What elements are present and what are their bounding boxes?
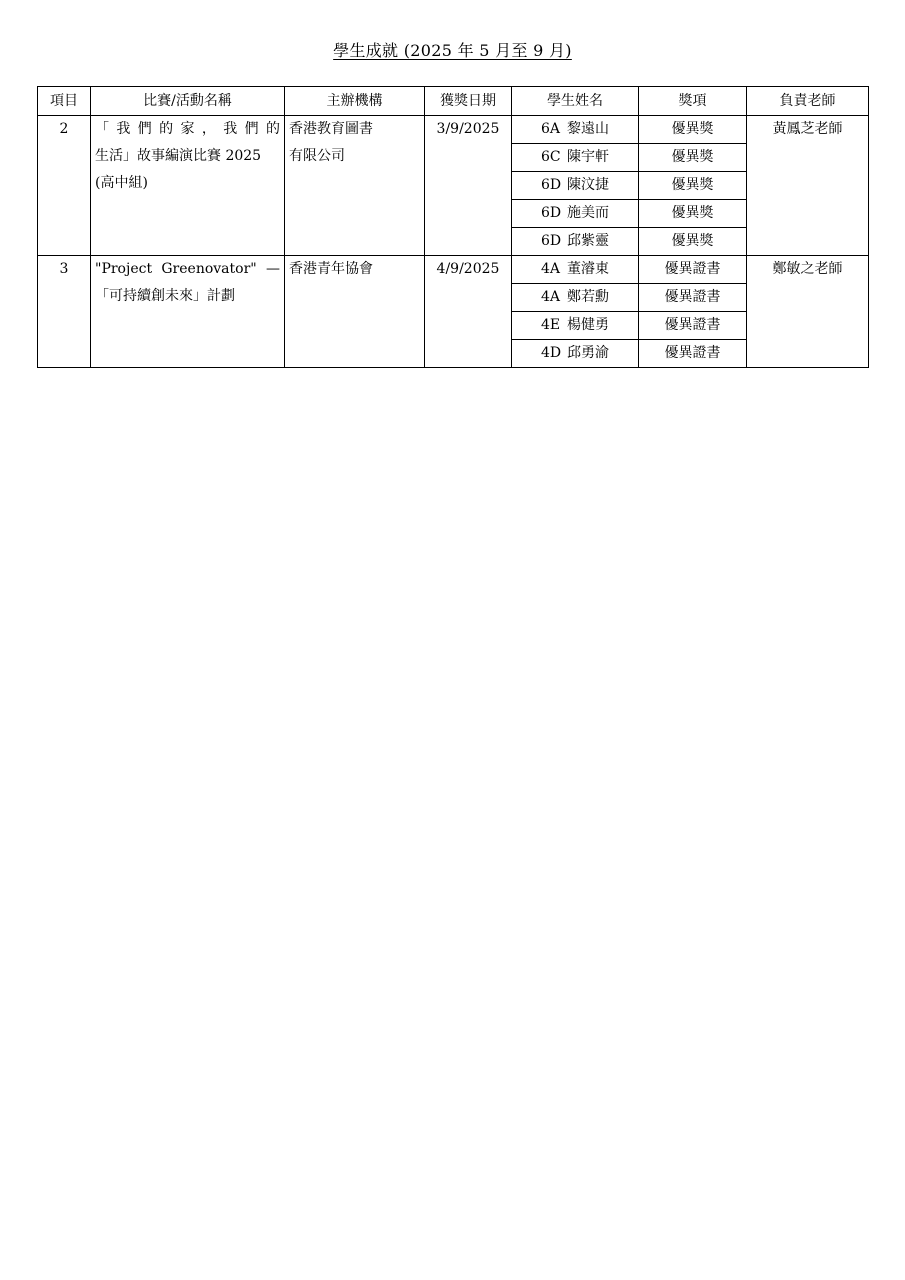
teacher-in-charge: 黃鳳芝老師	[747, 116, 869, 256]
student-class: 6D	[541, 233, 562, 249]
award: 優異獎	[639, 116, 747, 144]
student-fullname: 鄭若勳	[567, 289, 609, 305]
student-class: 4D	[541, 345, 562, 361]
student-name	[512, 284, 639, 312]
page-title: 學生成就 (2025 年 5 月至 9 月)	[333, 41, 572, 60]
student-class: 6C	[541, 149, 561, 165]
student-fullname: 楊健勇	[567, 317, 609, 333]
organizer-line: 香港青年協會	[289, 261, 373, 277]
header-award: 獎項	[639, 87, 747, 116]
organizer-line: 香港教育圖書	[289, 121, 373, 137]
competition-name-line: "Project Greenovator" —	[95, 261, 280, 277]
student-class: 4A	[541, 289, 561, 305]
award: 優異證書	[639, 284, 747, 312]
student-name	[512, 340, 639, 368]
award-date: 4/9/2025	[425, 256, 512, 368]
competition-name-line: (高中組)	[95, 175, 148, 191]
award: 優異獎	[639, 144, 747, 172]
header-item: 項目	[38, 87, 91, 116]
organizer-line: 有限公司	[289, 148, 345, 164]
competition-name	[91, 256, 285, 368]
teacher-in-charge: 鄭敏之老師	[747, 256, 869, 368]
table-row	[38, 256, 869, 284]
student-name	[512, 116, 639, 144]
student-fullname: 邱紫靈	[567, 233, 609, 249]
header-row	[38, 87, 869, 116]
award: 優異獎	[639, 172, 747, 200]
competition-name-line: 「我們的家，我們的	[95, 121, 280, 137]
student-name	[512, 144, 639, 172]
organizer	[285, 116, 425, 256]
student-fullname: 施美而	[567, 205, 609, 221]
student-fullname: 黎遠山	[567, 121, 609, 137]
header-student-name: 學生姓名	[512, 87, 639, 116]
achievements-table	[37, 86, 869, 368]
student-class: 4E	[541, 317, 561, 333]
student-name	[512, 228, 639, 256]
student-class: 4A	[541, 261, 561, 277]
header-award-date: 獲獎日期	[425, 87, 512, 116]
item-number: 2	[38, 116, 91, 256]
competition-name-line: 生活」故事編演比賽 2025	[95, 148, 262, 164]
student-name	[512, 312, 639, 340]
award: 優異證書	[639, 256, 747, 284]
student-name	[512, 256, 639, 284]
competition-name-line: 「可持續創未來」計劃	[95, 288, 235, 304]
student-class: 6D	[541, 205, 562, 221]
table-row	[38, 116, 869, 144]
header-organizer: 主辦機構	[285, 87, 425, 116]
student-fullname: 邱勇渝	[567, 345, 609, 361]
student-fullname: 陳宇軒	[567, 149, 609, 165]
award: 優異獎	[639, 228, 747, 256]
award: 優異獎	[639, 200, 747, 228]
item-number: 3	[38, 256, 91, 368]
header-teacher: 負責老師	[747, 87, 869, 116]
student-name	[512, 172, 639, 200]
award: 優異證書	[639, 340, 747, 368]
student-fullname: 陳汶捷	[567, 177, 609, 193]
student-class: 6D	[541, 177, 562, 193]
organizer	[285, 256, 425, 368]
student-fullname: 董濬東	[567, 261, 609, 277]
award: 優異證書	[639, 312, 747, 340]
student-name	[512, 200, 639, 228]
competition-name	[91, 116, 285, 256]
award-date: 3/9/2025	[425, 116, 512, 256]
student-class: 6A	[541, 121, 561, 137]
header-competition-name: 比賽/活動名稱	[91, 87, 285, 116]
